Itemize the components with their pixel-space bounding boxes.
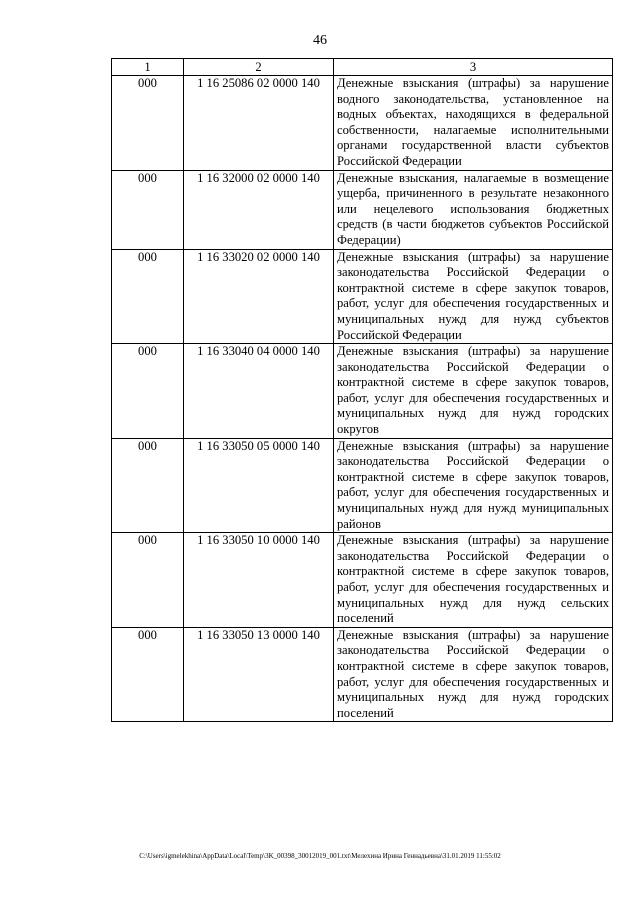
admin-code-cell: 000 (112, 627, 184, 722)
revenue-name-cell: Денежные взыскания (штрафы) за нарушение законодательства Российской Федерации о контрактной системе в сфере закупок товаров, работ, услуг для обеспечения государственных и муниципальных нужд для нужд субъектов Российской Федерации (334, 249, 613, 344)
budget-classification-code-cell: 1 16 33040 04 0000 140 (184, 344, 334, 439)
revenue-name-cell: Денежные взыскания, налагаемые в возмещение ущерба, причиненного в результате незаконного или нецелевого использования бюджетных средств (в части бюджетов субъектов Российской Федерации) (334, 170, 613, 249)
table-row (112, 170, 613, 249)
revenue-name-cell: Денежные взыскания (штрафы) за нарушение законодательства Российской Федерации о контрактной системе в сфере закупок товаров, работ, услуг для обеспечения государственных и муниципальных нужд для нужд городских округов (334, 344, 613, 439)
revenue-name-cell: Денежные взыскания (штрафы) за нарушение законодательства Российской Федерации о контрактной системе в сфере закупок товаров, работ, услуг для обеспечения государственных и муниципальных нужд для нужд сельских поселений (334, 533, 613, 628)
budget-classification-code-cell: 1 16 33050 05 0000 140 (184, 438, 334, 533)
column-header-3: 3 (334, 59, 613, 76)
column-header-1: 1 (112, 59, 184, 76)
budget-codes-table (111, 58, 613, 722)
table-row (112, 344, 613, 439)
table-header-row (112, 59, 613, 76)
budget-classification-code-cell: 1 16 33050 10 0000 140 (184, 533, 334, 628)
admin-code-cell: 000 (112, 438, 184, 533)
column-header-2: 2 (184, 59, 334, 76)
table-row (112, 249, 613, 344)
table-row (112, 76, 613, 171)
table-row (112, 438, 613, 533)
admin-code-cell: 000 (112, 249, 184, 344)
admin-code-cell: 000 (112, 533, 184, 628)
table-row (112, 533, 613, 628)
page-number: 46 (313, 33, 327, 48)
table-row (112, 627, 613, 722)
admin-code-cell: 000 (112, 76, 184, 171)
budget-classification-code-cell: 1 16 25086 02 0000 140 (184, 76, 334, 171)
budget-classification-code-cell: 1 16 32000 02 0000 140 (184, 170, 334, 249)
admin-code-cell: 000 (112, 344, 184, 439)
budget-classification-code-cell: 1 16 33020 02 0000 140 (184, 249, 334, 344)
revenue-name-cell: Денежные взыскания (штрафы) за нарушение законодательства Российской Федерации о контрактной системе в сфере закупок товаров, работ, услуг для обеспечения государственных и муниципальных нужд для нужд городских поселений (334, 627, 613, 722)
footer-file-path: C:\Users\igmelekhina\AppData\Local\Temp\3K_00398_30012019_001.txt\Мелехина Ирина Геннадьевна\31.01.2019 11:55:02 (139, 852, 501, 860)
revenue-name-cell: Денежные взыскания (штрафы) за нарушение законодательства Российской Федерации о контрактной системе в сфере закупок товаров, работ, услуг для обеспечения государственных и муниципальных нужд для нужд муниципальных районов (334, 438, 613, 533)
admin-code-cell: 000 (112, 170, 184, 249)
budget-classification-code-cell: 1 16 33050 13 0000 140 (184, 627, 334, 722)
revenue-name-cell: Денежные взыскания (штрафы) за нарушение водного законодательства, установленное на водных объектах, находящихся в федеральной собственности, налагаемые исполнительными органами государственной власти субъектов Российской Федерации (334, 76, 613, 171)
